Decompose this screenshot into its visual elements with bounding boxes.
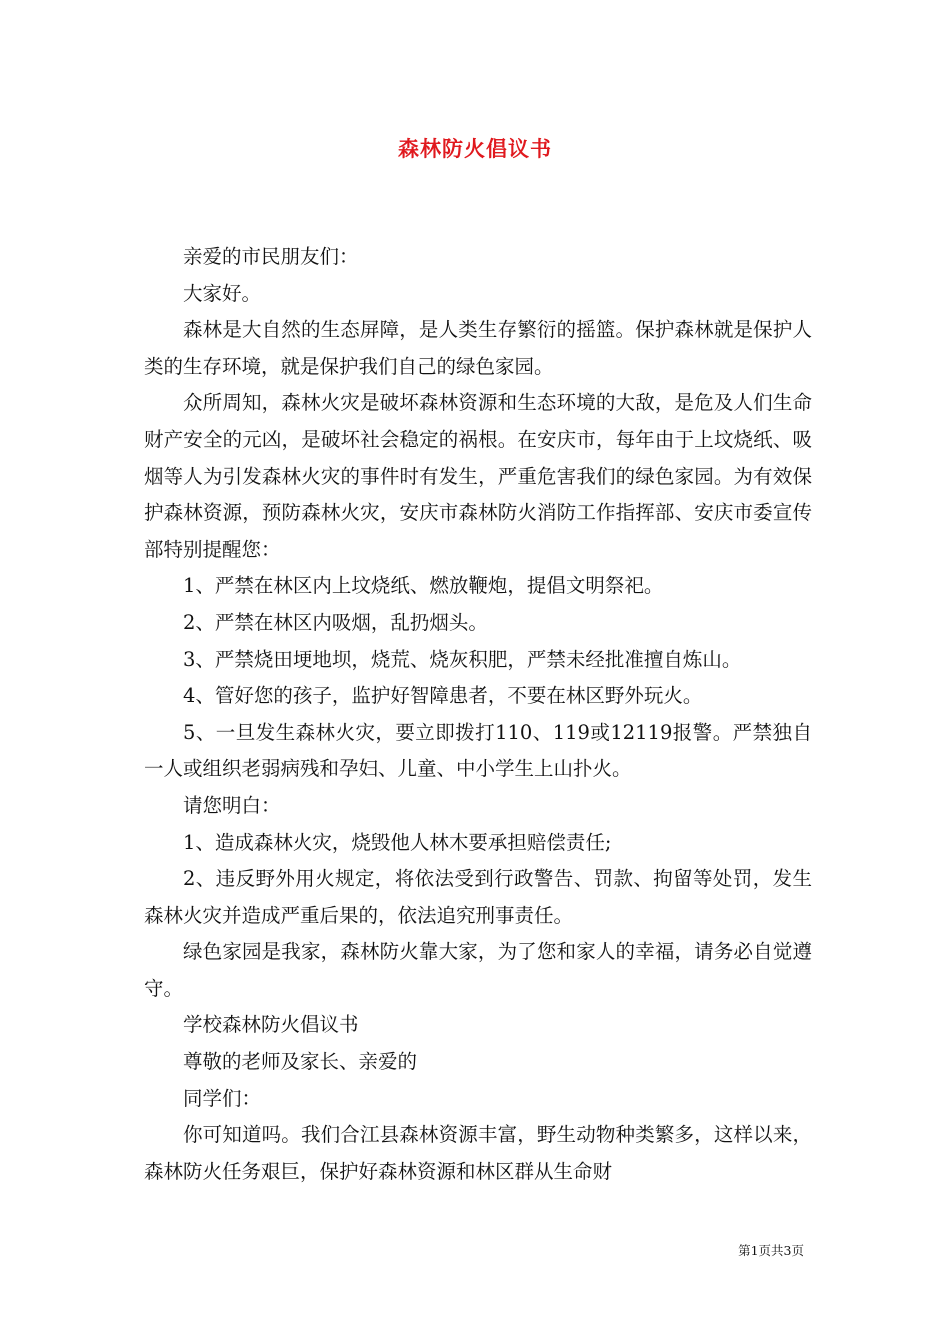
notice-item: 2、违反野外用火规定，将依法受到行政警告、罚款、拘留等处罚，发生森林火灾并造成严重后果的，依法追究刑事责任。 xyxy=(144,867,812,927)
notice-heading: 请您明白： xyxy=(183,793,281,817)
greeting: 大家好。 xyxy=(183,281,262,305)
rule-item: 3、严禁烧田埂地坝，烧荒、烧灰积肥，严禁未经批准擅自炼山。 xyxy=(183,647,742,671)
rule-item: 1、严禁在林区内上坟烧纸、燃放鞭炮，提倡文明祭祀。 xyxy=(183,574,664,598)
page-number: 第1页共3页 xyxy=(738,1243,804,1258)
salutation: 同学们： xyxy=(183,1086,262,1110)
salutation: 亲爱的市民朋友们： xyxy=(183,245,359,268)
rule-item: 4、管好您的孩子，监护好智障患者，不要在林区野外玩火。 xyxy=(183,684,703,708)
paragraph: 森林是大自然的生态屏障，是人类生存繁衍的摇篮。保护森林就是保护人类的生存环境，就是保护我们自己的绿色家园。 xyxy=(144,318,812,378)
rule-item: 5、一旦发生森林火灾，要立即拨打110、119或12119报警。严禁独自一人或组织老弱病残和孕妇、儿童、中小学生上山扑火。 xyxy=(144,720,812,781)
section-heading: 学校森林防火倡议书 xyxy=(183,1013,359,1037)
paragraph: 你可知道吗。我们合江县森林资源丰富，野生动物种类繁多，这样以来，森林防火任务艰巨，保护好森林资源和林区群从生命财 xyxy=(144,1123,812,1183)
salutation: 尊敬的老师及家长、亲爱的 xyxy=(183,1050,418,1074)
rule-item: 2、严禁在林区内吸烟，乱扔烟头。 xyxy=(183,610,488,634)
notice-item: 1、造成森林火灾，烧毁他人林木要承担赔偿责任; xyxy=(183,830,612,854)
paragraph: 众所周知，森林火灾是破坏森林资源和生态环境的大敌，是危及人们生命财产安全的元凶，是破坏社会稳定的祸根。在安庆市，每年由于上坟烧纸、吸烟等人为引发森林火灾的事件时有发生，严重危害我们的绿色家园。为有效保护森林资源，预防森林火灾，安庆市森林防火消防工作指挥部、安庆市委宣传部特别提醒您： xyxy=(144,391,812,561)
document-title: 森林防火倡议书 xyxy=(398,137,552,161)
closing-paragraph: 绿色家园是我家，森林防火靠大家，为了您和家人的幸福，请务必自觉遵守。 xyxy=(144,940,812,1000)
document-body xyxy=(144,239,812,1190)
